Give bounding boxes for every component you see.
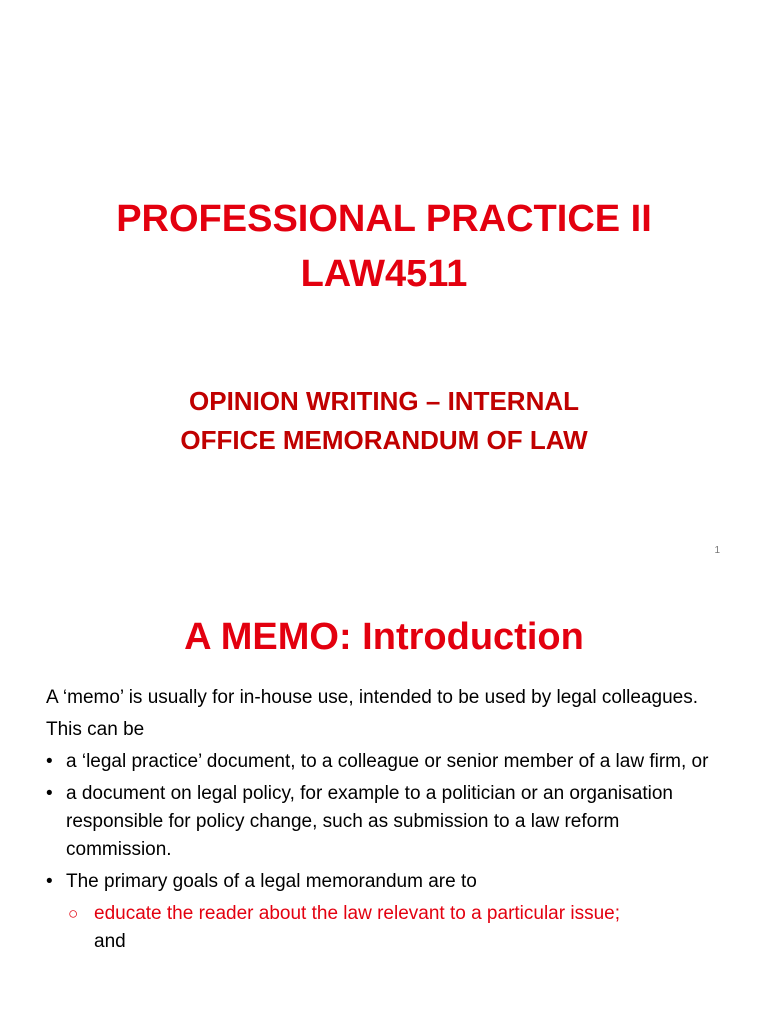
bullet-icon: • — [46, 783, 53, 804]
sub-bullet-item — [46, 900, 726, 956]
slide-number: 1 — [714, 545, 720, 556]
slide-title — [0, 192, 768, 302]
bullet-text: a document on legal policy, for example to a politician or an organisation responsible for policy change, such as submission to a law reform commission. — [66, 783, 673, 860]
bullet-icon: • — [46, 871, 53, 892]
subtitle-line-2: OFFICE MEMORANDUM OF LAW — [180, 425, 588, 455]
title-line-2: LAW4511 — [300, 253, 468, 295]
lead-paragraph: This can be — [46, 719, 145, 740]
slide-2-body — [46, 684, 726, 956]
intro-paragraph: A ‘memo’ is usually for in-house use, intended to be used by legal colleagues. — [46, 687, 699, 708]
sub-bullet-text-continuation: and — [94, 931, 126, 952]
circle-bullet-icon: ○ — [68, 904, 79, 923]
slide-2-title: A MEMO: Introduction — [184, 616, 584, 658]
subtitle-line-1: OPINION WRITING – INTERNAL — [189, 386, 579, 416]
bullet-text: a ‘legal practice’ document, to a colleague or senior member of a law firm, or — [66, 751, 709, 772]
sub-bullet-text-highlight: educate the reader about the law relevant to a particular issue; — [94, 903, 620, 924]
bullet-item — [46, 748, 726, 776]
slide-subtitle — [0, 382, 768, 460]
bullet-item — [46, 868, 726, 896]
bullet-text: The primary goals of a legal memorandum are to — [66, 871, 477, 892]
slide-2 — [0, 576, 768, 1024]
title-line-1: PROFESSIONAL PRACTICE II — [116, 198, 652, 240]
bullet-icon: • — [46, 751, 53, 772]
bullet-item — [46, 780, 726, 864]
